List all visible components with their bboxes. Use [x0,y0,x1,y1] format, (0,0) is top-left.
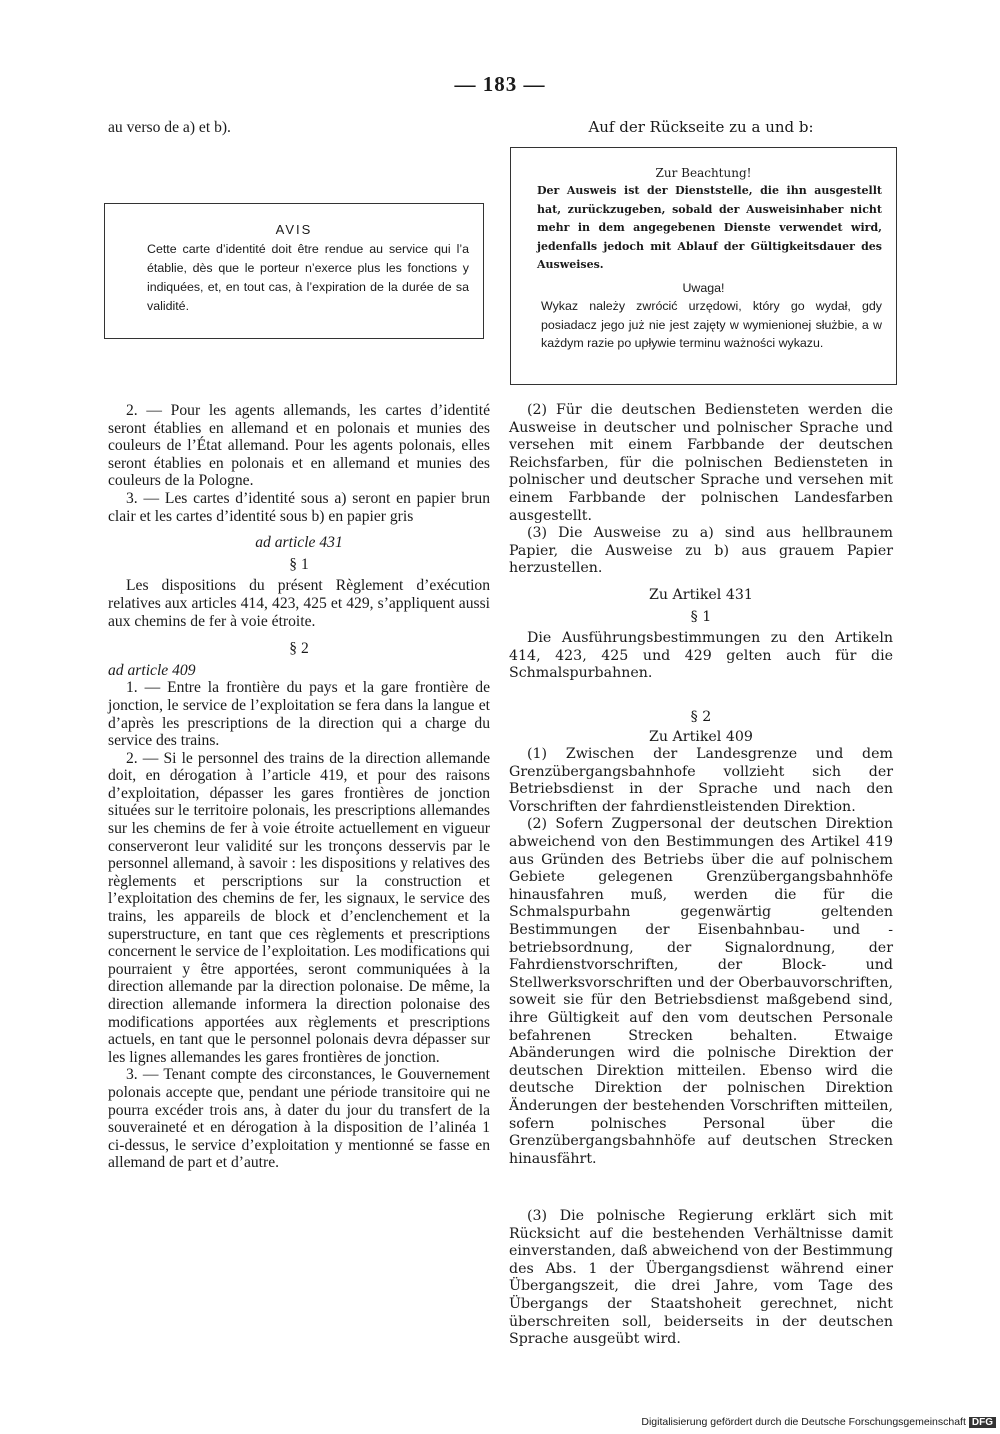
right-column-body-top [509,402,893,1168]
left-section-1: § 1 [289,555,309,573]
uwaga-text: Wykaz należy zwrócić urzędowi, który go wydał, gdy posiadacz jego już nie jest zajęty w wymienionej służbie, a w każdym razie po upływie terminu ważności wykazu. [541,298,882,351]
right-paragraph-431: Die Ausführungsbestimmungen zu den Artikeln 414, 423, 425 und 429 gelten auch für die Schmalspurbahnen. [509,630,893,682]
left-paragraph-409-3: 3. — Tenant compte des circonstances, le Gouvernement polonais accepte que, pendant une période transitoire qui ne pourra excéder trois ans, à dater du jour du transfert de la souveraineté et en dérogation à la disposition de l’alinéa 1 ci-dessus, le service d’exploitation y mentionné se fasse en allemand de part et d’autre. [108,1066,490,1172]
left-column-body [108,402,490,1172]
dfg-logo: DFG [969,1417,996,1428]
right-paragraph-2: (2) Für die deutschen Bediensteten werden die Ausweise in deutscher und polnischer Sprache und versehen mit einem Farbbande der deutschen Reichsfarben, für die polnischen Bediensteten in polnischer und deutscher Sprache und versehen mit einem Farbbande der polnischen Landesfarben ausgestellt. [509,402,893,524]
page-number: — 183 — [454,72,546,96]
right-heading-zu409: Zu Artikel 409 [649,728,753,745]
left-top-line: au verso de a) et b). [108,119,231,136]
beachtung-title: Zur Beachtung! [655,166,752,180]
right-paragraph-3: (3) Die Ausweise zu a) sind aus hellbraunem Papier, die Ausweise zu b) aus grauem Papier herzustellen. [509,525,893,577]
left-section-2: § 2 [289,640,309,658]
beachtung-box [510,147,897,385]
avis-text: Cette carte d’identité doit être rendue au service qui l’a établie, dès que le porteur n’exerce plus les fonctions y indiquées, et, en tout cas, à l’expiration de la durée de sa validité. [147,242,469,313]
footer-credit [641,1416,996,1428]
avis-box [104,203,484,339]
uwaga-title: Uwaga! [682,280,725,295]
right-heading-zu431: Zu Artikel 431 [649,586,753,603]
right-column-body-bottom [509,1208,893,1349]
left-heading-ad431: ad article 431 [255,534,343,552]
beachtung-text: Der Ausweis ist der Dienststelle, die ihn ausgestellt hat, zurückzugeben, sobald der Ausweisinhaber nicht mehr in dem angegebenen Dienste verwendet wird, jedenfalls jedoch mit Ablauf der Gültigkeitsdauer des Ausweises. [537,184,882,272]
left-paragraph-431: Les dispositions du présent Règlement d’exécution relatives aux articles 414, 423, 425 et 429, s’appliquent aussi aux chemins de fer à voie étroite. [108,577,490,630]
right-section-1: § 1 [690,608,712,625]
left-paragraph-409-2: 2. — Si le personnel des trains de la direction allemande doit, en dérogation à l’article 419, et pour des raisons d’exploitation, dépasser les gares frontières de jonction situées sur le territoire polonais, les prescriptions allemandes sur les chemins de fer à voie étroite actuellement en vigueur conserveront leur validité sur les tronçons desservis par le personnel allemand, à savoir : les dispositions y relatives des règlements et perscriptions sur la construction et l’exploitation des chemins de fer, les signaux, le service des trains, les appareils de block et d’enclenchement et la superstructure, en tant que ces règlements et prescriptions concernent le service de l’exploitation. Les modifications qui pourraient y être apportées, seront communiquées à la direction allemande par la direction polonaise. De même, la direction allemande informera la direction polonaise des modifications apportées aux règlements et prescriptions actuels, en tant que le personnel polonais devra dépasser sur les lignes allemandes les gares frontières de jonction. [108,749,490,1066]
left-heading-ad409: ad article 409 [108,661,196,679]
left-paragraph-409-1: 1. — Entre la frontière du pays et la gare frontière de jonction, le service de l’exploitation se fera dans la langue et d’après les prescriptions de la direction qui a charge du service des trains. [108,679,490,750]
right-paragraph-409-3: (3) Die polnische Regierung erklärt sich mit Rücksicht auf die bestehenden Verhältnisse damit einverstanden, daß abweichend von der Bestimmung des Abs. 1 der Übergangsdienst während einer Übergangszeit, die drei Jahre, vom Tage des Übergangs der Staatshoheit gerechnet, nicht überschreiten soll, beiderseits in der deutschen Sprache ausgeübt wird. [509,1208,893,1348]
footer-text: Digitalisierung gefördert durch die Deutsche Forschungsgemeinschaft [641,1416,966,1428]
right-paragraph-409-1: (1) Zwischen der Landesgrenze und dem Grenzübergangsbahnhofe vollzieht sich der Betriebsdienst in der Sprache und nach den Vorschriften der fahrdienstleistenden Direktion. [509,746,893,815]
avis-title: AVIS [275,222,313,237]
left-paragraph-3: 3. — Les cartes d’identité sous a) seront en papier brun clair et les cartes d’identité sous b) en papier gris [108,489,490,525]
right-paragraph-409-2: (2) Sofern Zugpersonal der deutschen Direktion abweichend von den Bestimmungen des Artikel 419 aus Gründen des Betriebs über die auf polnischem Gebiete gelegenen Grenzübergangsbahnhöfe hinausfahren muß, werden die für die Schmalspurbahn gegenwärtig geltenden Bestimmungen der Eisenbahnbau- und -betriebsordnung, der Signalordnung, der Fahrdienstvorschriften, der Block- und Stellwerksvorschriften und der Oberbauvorschriften, soweit sie für den Betriebsdienst maßgebend sind, ihre Gültigkeit auf den vom deutschen Personale befahrenen Strecken behalten. Etwaige Abänderungen wird die polnische Direktion der deutschen Direktion mitteilen. Ebenso wird die deutsche Direktion der polnischen Direktion Änderungen der bestehenden Vorschriften mitteilen, sofern polnisches Personal über die Grenzübergangsbahnhöfe auf deutschen Strecken hinausfährt. [509,816,893,1167]
left-paragraph-2: 2. — Pour les agents allemands, les cartes d’identité seront établies en allemand et en polonais et munies des couleurs de l’État allemand. Pour les agents polonais, elles seront établies en polonais et en allemand et munies des couleurs de la Pologne. [108,402,490,490]
right-section-2: § 2 [690,708,712,725]
right-top-line: Auf der Rückseite zu a und b: [588,118,814,136]
